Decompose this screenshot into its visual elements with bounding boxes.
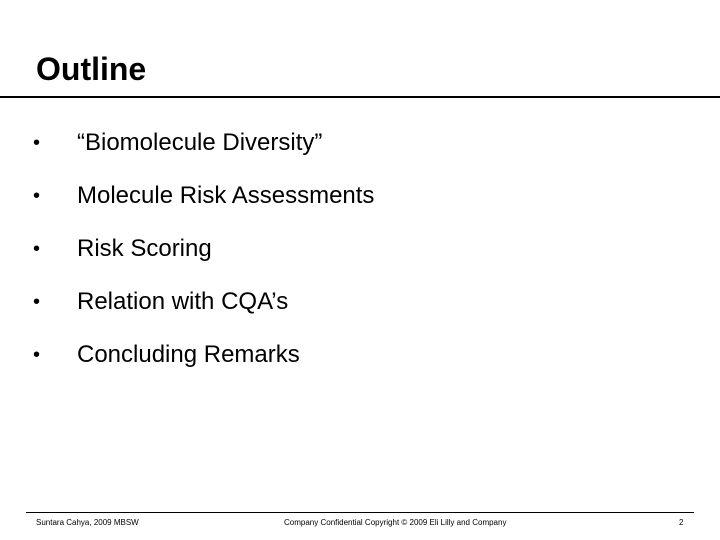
bullet-text: Risk Scoring	[77, 235, 212, 262]
page-number: 2	[679, 518, 684, 527]
bullet-text: “Biomolecule Diversity”	[77, 129, 323, 156]
bullet-text: Relation with CQA’s	[77, 288, 289, 315]
bullet-marker: •	[33, 132, 41, 154]
bullet-marker: •	[33, 185, 41, 207]
bullet-list	[0, 120, 720, 385]
bullet-marker: •	[33, 238, 41, 260]
list-item	[0, 332, 720, 385]
title-divider	[0, 96, 720, 98]
footer-copyright: Company Confidential Copyright © 2009 Eli Lilly and Company	[284, 518, 507, 527]
footer-author: Suntara Cahya, 2009 MBSW	[36, 518, 139, 527]
bullet-text: Concluding Remarks	[77, 341, 300, 368]
bullet-marker: •	[33, 344, 41, 366]
list-item	[0, 226, 720, 279]
bullet-text: Molecule Risk Assessments	[77, 182, 375, 209]
slide-title: Outline	[36, 51, 147, 87]
list-item	[0, 120, 720, 173]
footer-divider	[26, 512, 694, 513]
list-item	[0, 279, 720, 332]
list-item	[0, 173, 720, 226]
bullet-marker: •	[33, 291, 41, 313]
